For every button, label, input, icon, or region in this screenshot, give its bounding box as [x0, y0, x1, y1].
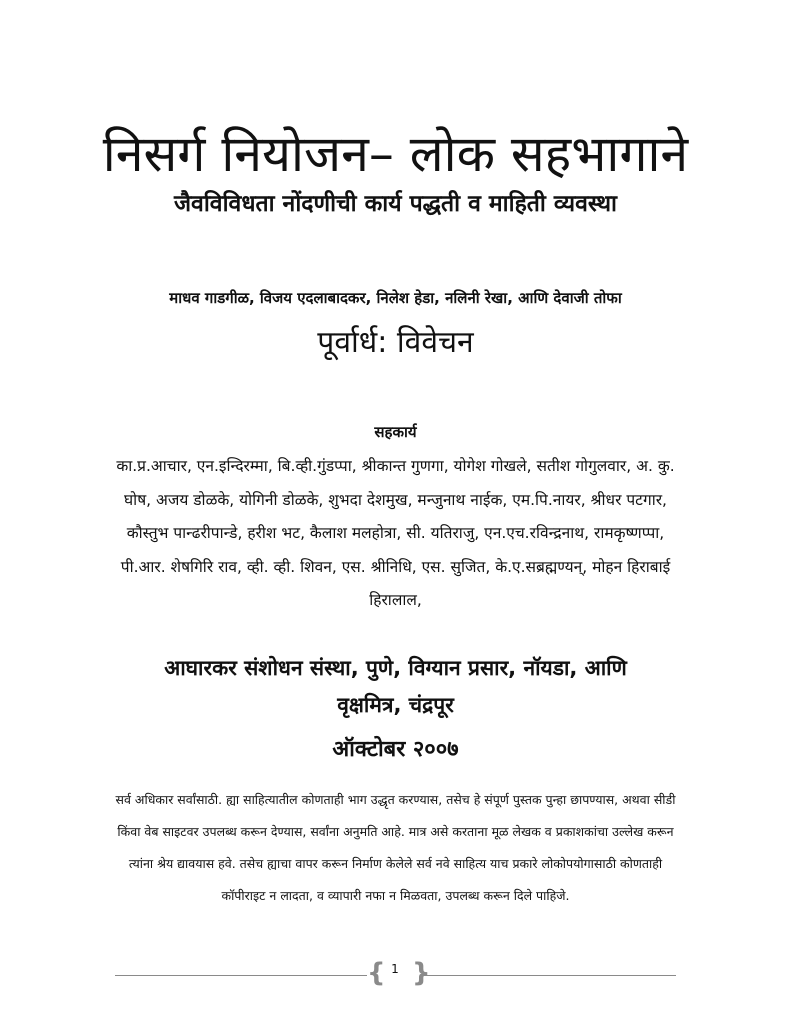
footer-divider-left [115, 975, 367, 976]
publication-date: ऑक्टोबर २००७ [332, 737, 459, 762]
authors: माधव गाडगीळ, विजय एदलाबादकर, निलेश हेडा, नलिनी रेखा, आणि देवाजी तोफा [169, 289, 622, 307]
document-title: निसर्ग नियोजन– लोक सहभागाने [102, 125, 689, 183]
rights-notice: सर्व अधिकार सर्वांसाठी. ह्या साहित्यातील कोणताही भाग उद्धृत करण्यास, तसेच हे संपूर्ण पुस्तक पुन्हा छापण्यास, अथवा सीडी किंवा वेब साइटवर उपलब्ध करून देण्यास, सर्वांना अनुमति आहे. मात्र असे करताना मूळ लेखक व प्रकाशकांचा उल्लेख करून त्यांना श्रेय द्यावयास हवे. तसेच ह्याचा वापर करून निर्माण केलेले सर्व नवे साहित्य याच प्रकारे लोकोपयोगासाठी कोणताही कॉपीराइट न लादता, व व्यापारी नफा न मिळवता, उपलब्ध करून दिले पाहिजे. [115, 792, 676, 903]
footer-divider-right [423, 975, 676, 976]
part-title: पूर्वार्ध: विवेचन [317, 325, 474, 360]
left-bracket-icon: { [367, 958, 386, 988]
collaborators-list: का.प्र.आचार, एन.इन्दिरम्मा, बि.व्ही.गुंडप्पा, श्रीकान्त गुणगा, योगेश गोखले, सतीश गोगुलवार, अ. कु. घोष, अजय डोळके, योगिनी डोळके, शुभदा देशमुख, मन्जुनाथ नाईक, एम.पि.नायर, श्रीधर पटगार, कौस्तुभ पान्ढरीपान्डे, हरीश भट, कैलाश मलहोत्रा, सी. यतिराजु, एन.एच.रविन्द्रनाथ, रामकृष्णप्पा, पी.आर. शेषगिरि राव, व्ही. व्ही. शिवन, एस. श्रीनिधि, एस. सुजित, के.ए.सब्रह्मण्यन्, मोहन हिराबाई हिरालाल, [116, 457, 675, 609]
right-bracket-icon: } [412, 958, 431, 988]
collaboration-heading: सहकार्य [374, 423, 417, 441]
document-subtitle: जैवविविधता नोंदणीची कार्य पद्धती व माहिती व्यवस्था [173, 191, 618, 217]
institutions: आघारकर संशोधन संस्था, पुणे, विग्यान प्रसार, नॉयडा, आणि वृक्षमित्र, चंद्रपूर [164, 656, 627, 717]
page-number: 1 [391, 962, 399, 976]
